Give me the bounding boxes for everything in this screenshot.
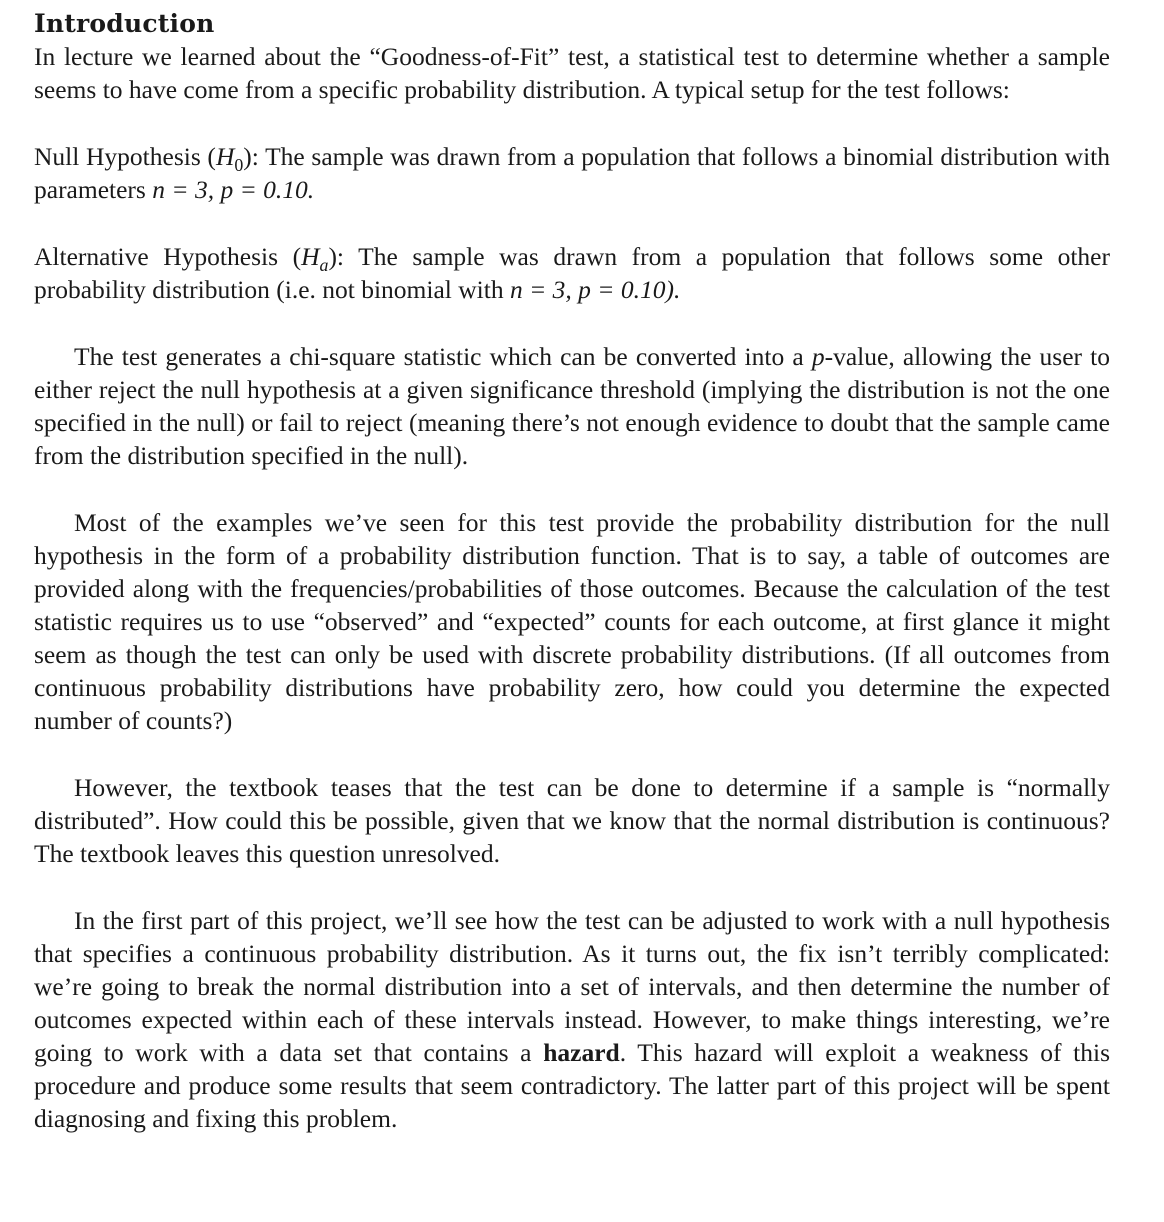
spacer (34, 306, 1110, 340)
alt-hypothesis-close: ): (328, 242, 345, 271)
test-paragraph (34, 340, 1110, 472)
spacer (34, 106, 1110, 140)
examples-paragraph: Most of the examples we’ve seen for this test provide the probability distribution for the null hypothesis in the form of a probability distribution function. That is to say, a table of outcomes are provided along with the frequencies/probabilities of those outcomes. Because the calculation of the test statistic requires us to use “observed” and “expected” counts for each outcome, at first glance it might seem as though the test can only be used with discrete probability distributions. (If all outcomes from continuous probability distributions have probability zero, how could you determine the expected number of counts?) (34, 508, 1110, 735)
alt-hypothesis-params: n = 3, p = 0.10). (509, 275, 681, 304)
spacer (34, 472, 1110, 506)
hazard-term: hazard (543, 1038, 620, 1067)
spacer (34, 206, 1110, 240)
project-text-2: . This hazard will exploit a weakness of this procedure and produce some results that seem contradictory. The latter part of this project will be spent diagnosing and fixing this problem. (34, 1038, 1110, 1133)
null-hypothesis-label: Null Hypothesis ( (34, 142, 216, 171)
project-paragraph (34, 904, 1110, 1135)
textbook-paragraph: However, the textbook teases that the test can be done to determine if a sample is “normally distributed”. How could this be possible, given that we know that the normal distribution is continuous? The textbook leaves this question unresolved. (34, 773, 1110, 868)
null-hypothesis-symbol: H (215, 142, 235, 171)
alt-hypothesis-symbol: H (301, 242, 320, 271)
project-text-1: In the first part of this project, we’ll see how the test can be adjusted to work with a null hypothesis that specifies a continuous probability distribution. As it turns out, the fix isn’t terribly complicated: we’re going to break the normal distribution into a set of intervals, and then determine the number of outcomes expected within each of these intervals instead. However, to make things interesting, we’re going to work with a data set that contains a (34, 906, 1110, 1067)
intro-paragraph: In lecture we learned about the “Goodness-of-Fit” test, a statistical test to determine whether a sample seems to have come from a specific probability distribution. A typical setup for the test follows: (34, 42, 1110, 104)
alt-hypothesis-text: The sample was drawn from a population that follows some other probability distribution (i.e. not binomial with (34, 242, 1110, 304)
spacer (34, 870, 1110, 904)
section-heading: Introduction (34, 9, 215, 38)
null-hypothesis-params: n = 3, p = 0.10. (152, 175, 315, 204)
p-variable: p (811, 342, 825, 371)
null-hypothesis-subscript: 0 (234, 155, 244, 176)
test-text-2: -value, allowing the user to either reject the null hypothesis at a given significance threshold (implying the distribution is not the one specified in the null) or fail to reject (meaning there’s not enough evidence to doubt that the sample came from the distribution specified in the null). (34, 342, 1111, 470)
alt-hypothesis-label: Alternative Hypothesis ( (34, 242, 302, 271)
test-text-1: The test generates a chi-square statistic which can be converted into a (74, 342, 804, 371)
document-page (34, 8, 1110, 1135)
null-hypothesis-close: ): (243, 142, 259, 171)
alt-hypothesis-paragraph (34, 240, 1110, 306)
spacer (34, 737, 1110, 771)
null-hypothesis-paragraph (34, 140, 1110, 206)
alt-hypothesis-subscript: a (319, 255, 329, 276)
null-hypothesis-text: The sample was drawn from a population that follows a binomial distribution with parameters (34, 142, 1111, 204)
